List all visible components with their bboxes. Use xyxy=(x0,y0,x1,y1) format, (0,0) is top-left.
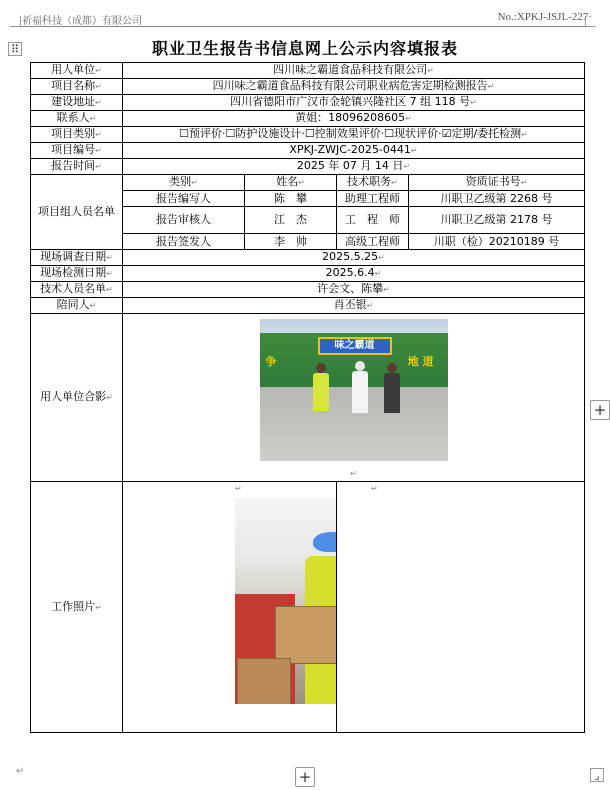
detect-date-value: 2025.6.4↵ xyxy=(123,266,585,282)
page-title: 职业卫生报告书信息网上公示内容填报表 xyxy=(151,39,458,58)
tech-staff-label: 技术人员名单↵ xyxy=(31,282,123,298)
survey-date-label: 现场调查日期↵ xyxy=(31,250,123,266)
member-role: 报告签发人 xyxy=(123,234,245,250)
project-type-label: 项目类别↵ xyxy=(31,127,123,143)
project-type-value: ☐预评价·☐防护设施设计·☐控制效果评价·☐现状评价·☑定期/委托检测↵ xyxy=(123,127,585,143)
person-figure xyxy=(352,371,368,413)
member-title: 高级工程师 xyxy=(337,234,409,250)
team-header-row xyxy=(31,175,585,191)
team-label: 项目组人员名单 xyxy=(31,175,123,250)
table-row xyxy=(31,298,585,314)
group-photo[interactable] xyxy=(260,319,448,461)
company-sign-text: 味之霸道 xyxy=(334,340,375,351)
group-photo-row xyxy=(31,314,585,482)
member-cert: 川职卫乙级第 2178 号 xyxy=(409,207,585,234)
table-move-handle-icon[interactable]: ⠿ xyxy=(8,42,22,56)
team-header-role: 类别↵ xyxy=(123,175,245,191)
work-photo-cell-right: ↵ xyxy=(337,482,585,733)
employer-value: 四川味之霸道食品科技有限公司↵ xyxy=(123,63,585,79)
companion-value: 肖丕银↵ xyxy=(123,298,585,314)
work-photo-cell: ↵ xyxy=(123,482,337,733)
team-header-name: 姓名↵ xyxy=(245,175,337,191)
report-time-value: 2025 年 07 月 14 日↵ xyxy=(123,159,585,175)
person-figure xyxy=(384,373,400,413)
person-head xyxy=(355,361,365,371)
header-company: 祈福科技（成都）有限公司 xyxy=(22,16,142,27)
project-name-label: 项目名称↵ xyxy=(31,79,123,95)
work-photo-label: 工作照片↵ xyxy=(31,482,123,733)
table-row xyxy=(31,266,585,282)
project-no-value: XPKJ-ZWJC-2025-0441↵ xyxy=(123,143,585,159)
project-name-value: 四川味之霸道食品科技有限公司职业病危害定期检测报告↵ xyxy=(123,79,585,95)
member-name: 李 帅 xyxy=(245,234,337,250)
table-row xyxy=(31,159,585,175)
tech-staff-value: 许会文、陈攀↵ xyxy=(123,282,585,298)
survey-date-value: 2025.5.25↵ xyxy=(123,250,585,266)
person-head xyxy=(387,363,397,373)
group-photo-cell: 味之霸道 争 地 道 ↵ xyxy=(123,314,585,482)
margin-corner-tl xyxy=(10,16,21,27)
project-no-label: 项目编号↵ xyxy=(31,143,123,159)
banner-right-text: 地 道 xyxy=(407,355,434,368)
member-cert: 川职卫乙级第 2268 号 xyxy=(409,191,585,207)
employer-label: 用人单位↵ xyxy=(31,63,123,79)
table-row xyxy=(31,111,585,127)
header-divider xyxy=(12,26,594,27)
member-title: 助理工程师 xyxy=(337,191,409,207)
info-table xyxy=(30,62,585,733)
member-role: 报告编写人 xyxy=(123,191,245,207)
address-value: 四川省德阳市广汉市金轮镇兴隆社区 7 组 118 号↵ xyxy=(123,95,585,111)
person-figure xyxy=(313,373,329,411)
group-photo-label: 用人单位合影↵ xyxy=(31,314,123,482)
table-row xyxy=(31,250,585,266)
table-row xyxy=(31,63,585,79)
table-row xyxy=(31,143,585,159)
table-row xyxy=(31,127,585,143)
company-sign xyxy=(318,337,392,355)
person-head xyxy=(316,363,326,373)
member-cert: 川职（检）20210189 号 xyxy=(409,234,585,250)
contact-value: 黄姐：18096208605↵ xyxy=(123,111,585,127)
table-row xyxy=(31,282,585,298)
report-time-label: 报告时间↵ xyxy=(31,159,123,175)
table-row xyxy=(31,79,585,95)
add-row-icon[interactable]: + xyxy=(295,767,315,787)
member-name: 陈 攀 xyxy=(245,191,337,207)
member-name: 江 杰 xyxy=(245,207,337,234)
table-resize-handle-icon[interactable]: ⌟ xyxy=(590,768,604,782)
work-photo[interactable] xyxy=(235,498,337,704)
contact-label: 联系人↵ xyxy=(31,111,123,127)
companion-label: 陪同人↵ xyxy=(31,298,123,314)
detect-date-label: 现场检测日期↵ xyxy=(31,266,123,282)
carton-box xyxy=(275,606,337,664)
margin-corner-tr xyxy=(585,16,596,27)
member-title: 工 程 师 xyxy=(337,207,409,234)
add-column-icon[interactable]: + xyxy=(590,400,610,420)
paragraph-mark-icon: ↵ xyxy=(16,766,25,777)
member-role: 报告审核人 xyxy=(123,207,245,234)
carton-box xyxy=(237,658,291,704)
team-header-cert: 资质证书号↵ xyxy=(409,175,585,191)
address-label: 建设地址↵ xyxy=(31,95,123,111)
work-photo-row xyxy=(31,482,585,733)
header-doc-number: No.:XPKJ-JSJL-227· xyxy=(497,11,592,23)
banner-left-text: 争 xyxy=(265,355,277,368)
team-header-title: 技术职务↵ xyxy=(337,175,409,191)
hairnet xyxy=(313,532,337,552)
table-row xyxy=(31,95,585,111)
